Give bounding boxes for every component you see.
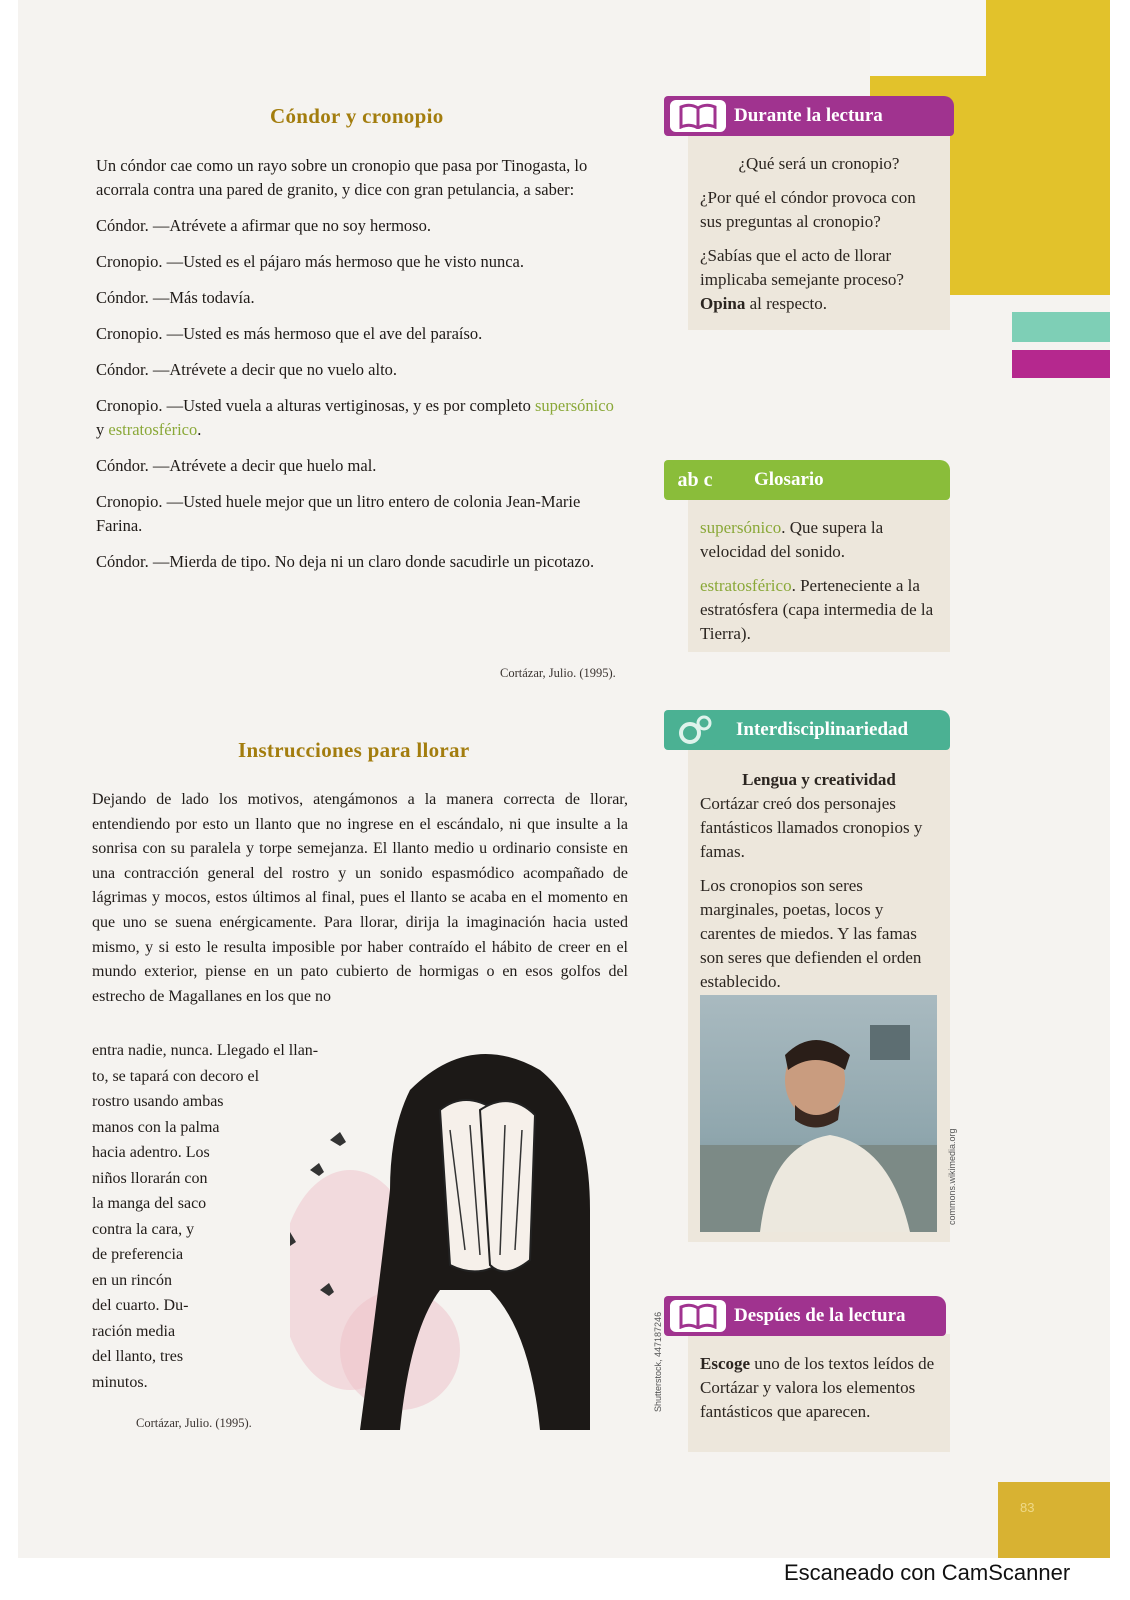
glossary-term: estratosférico — [108, 420, 198, 439]
paragraph: Cóndor. —Mierda de tipo. No deja ni un claro donde sacudirle un picotazo. — [96, 552, 595, 571]
book-icon — [670, 1300, 726, 1332]
paragraph: Cronopio. —Usted huele mejor que un litro entero de colonia Jean-Marie Farina. — [96, 492, 581, 535]
paragraph: Cóndor. —Atrévete a decir que huelo mal. — [96, 456, 377, 475]
text-line: contra la cara, y — [92, 1220, 195, 1238]
crying-girl-illustration — [290, 1030, 635, 1430]
text-line: manos con la palma — [92, 1118, 220, 1136]
text-line: ración media — [92, 1322, 176, 1340]
during-reading-box — [688, 134, 950, 330]
text-line: de preferencia — [92, 1246, 184, 1263]
glossary-entry: supersónico. Que supera la velocidad del sonido. — [700, 518, 884, 561]
paragraph: Los cronopios son seres marginales, poetas, locos y carentes de miedos. Y las famas son seres que defienden el orden establecido. — [700, 876, 922, 991]
after-reading-box — [688, 1334, 950, 1452]
story1-text — [96, 154, 626, 586]
story1-credit: Cortázar, Julio. (1995). — [500, 666, 616, 680]
text-line: rostro usando ambas — [92, 1093, 224, 1110]
text-line: del llanto, tres — [92, 1348, 184, 1365]
question: ¿Por qué el cóndor provoca con sus preguntas al cronopio? — [700, 188, 916, 231]
question: ¿Qué será un cronopio? — [738, 154, 900, 173]
tab-strip-teal — [1012, 312, 1110, 342]
instruction: Escoge uno de los textos leídos de Cortázar y valora los elementos fantásticos que aparecen. — [700, 1354, 935, 1421]
text-line: hacia adentro. Los — [92, 1144, 210, 1161]
paragraph: Cóndor. —Más todavía. — [96, 288, 255, 307]
corner-notch — [870, 0, 986, 76]
page-number: 83 — [1020, 1500, 1035, 1515]
interdisciplinary-header: Interdisciplinariedad — [664, 710, 950, 750]
text-line: minutos. — [92, 1373, 148, 1391]
cortazar-photo — [700, 995, 937, 1232]
glossary-header: ab c Glosario — [664, 460, 950, 500]
glossary-box — [688, 500, 950, 652]
tab-strip-magenta — [1012, 350, 1110, 378]
text-line: del cuarto. Du- — [92, 1297, 189, 1314]
story2-credit: Cortázar, Julio. (1995). — [136, 1416, 252, 1430]
story2-text: Dejando de lado los motivos, atengámonos a la manera correcta de llorar, entendiendo por esto un llanto que no ingrese en el escándalo, ni que insulte a la sonrisa con su paralela y torpe semejanza. El llanto medio u ordinario consiste en una contracción general del rostro y un sonido espasmódico acompañado de lágrimas y mocos, estos últimos al final, pues el llanto se acaba en el momento en que uno se suena enérgicamente. Para llorar, dirija la imaginación hacia usted mismo, y si esto le resulta imposible por haber contraído el hábito de creer en el mundo exterior, piense en un pato cubierto de hormigas o en esos golfos del estrecho de Magallanes en los que no — [92, 791, 628, 1005]
gears-icon — [670, 714, 720, 746]
question: ¿Sabías que el acto de llorar implicaba semejante proceso? Opina al respecto. — [700, 246, 904, 313]
section-subtitle: Lengua y creatividad — [742, 770, 896, 789]
story2-narrow-text — [92, 1038, 318, 1395]
after-reading-header: Despúes de la lectura — [664, 1296, 946, 1336]
text-line: entra nadie, nunca. Llegado el llan- — [92, 1042, 319, 1059]
page-number-block — [998, 1482, 1110, 1558]
glossary-term: supersónico — [535, 396, 614, 415]
text-line: niños llorarán con — [92, 1169, 208, 1187]
text-line: to, se tapará con decoro el — [92, 1067, 260, 1085]
paragraph: Cóndor. —Atrévete a afirmar que no soy hermoso. — [96, 216, 431, 235]
story2-title: Instrucciones para llorar — [238, 738, 470, 762]
paragraph: Un cóndor cae como un rayo sobre un cronopio que pasa por Tinogasta, lo acorrala contra una pared de granito, y dice con gran petulancia, a saber: — [96, 156, 588, 199]
paragraph: Cronopio. —Usted es más hermoso que el ave del paraíso. — [96, 324, 483, 343]
paragraph: Cronopio. —Usted vuela a alturas vertiginosas, y es por completo supersónico y estratosférico. — [96, 396, 614, 439]
photo-credit: commons.wikimedia.org — [947, 1128, 957, 1225]
book-icon — [670, 100, 726, 132]
text-line: la manga del saco — [92, 1195, 207, 1212]
image-credit: Shutterstock, 447187246 — [653, 1311, 663, 1412]
paragraph: Cronopio. —Usted es el pájaro más hermoso que he visto nunca. — [96, 252, 524, 271]
glossary-icon: ab c — [670, 464, 720, 496]
paragraph: Cóndor. —Atrévete a decir que no vuelo alto. — [96, 360, 398, 379]
text-line: en un rincón — [92, 1271, 172, 1289]
paragraph: Cortázar creó dos personajes fantásticos llamados cronopios y famas. — [700, 794, 923, 861]
scanner-watermark: Escaneado con CamScanner — [784, 1560, 1071, 1585]
story1-title: Cóndor y cronopio — [270, 104, 444, 128]
glossary-entry: estratosférico. Perteneciente a la estratósfera (capa intermedia de la Tierra). — [700, 576, 934, 643]
during-reading-header: Durante la lectura — [664, 96, 954, 136]
